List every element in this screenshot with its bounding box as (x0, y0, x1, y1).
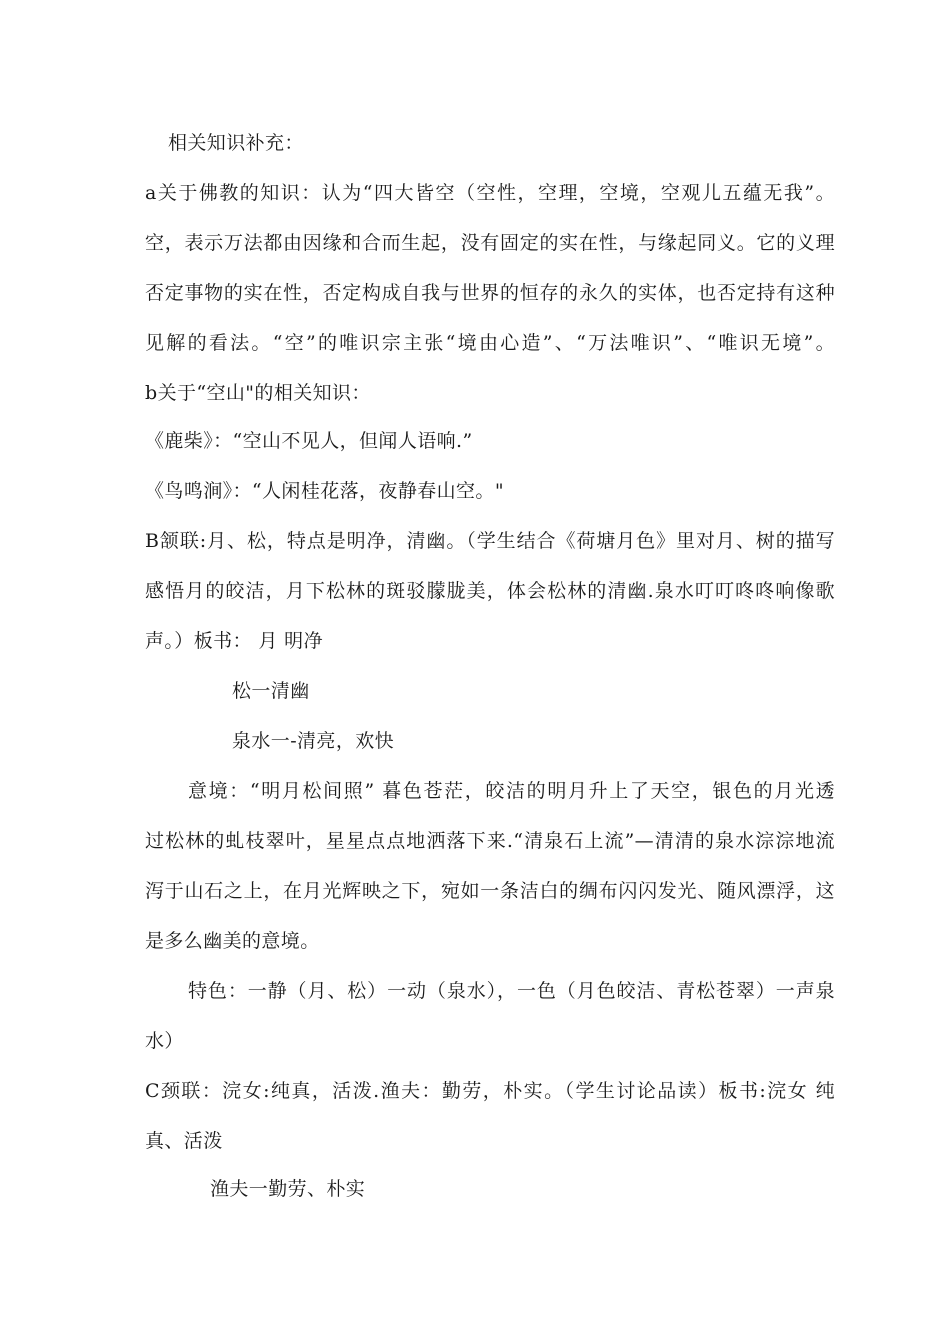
paragraph-line: 过松林的虬枝翠叶，星星点点地洒落下来.“清泉石上流”—清清的泉水淙淙地流 (145, 830, 835, 852)
paragraph-line: 见解的看法。“空”的唯识宗主张“境由心造”、“万法唯识”、“唯识无境”。 (145, 332, 835, 354)
paragraph-line: 是多么幽美的意境。 (145, 930, 320, 952)
paragraph-line: 否定事物的实在性，否定构成自我与世界的恒存的永久的实体，也否定持有这种 (145, 282, 835, 304)
paragraph-line: B颔联:月、松，特点是明净，清幽。（学生结合《荷塘月色》里对月、树的描写 (145, 530, 835, 552)
board-note-line: 泉水一-清亮，欢快 (232, 730, 395, 752)
paragraph-line: 真、活泼 (145, 1130, 223, 1152)
paragraph-line: C颈联：浣女:纯真，活泼.渔夫：勤劳，朴实。（学生讨论品读）板书:浣女 纯 (145, 1080, 835, 1102)
paragraph-line: 空，表示万法都由因缘和合而生起，没有固定的实在性，与缘起同义。它的义理 (145, 232, 835, 254)
board-note-line: 松一清幽 (232, 680, 310, 702)
section-heading: 相关知识补充： (168, 132, 304, 154)
paragraph-line: 泻于山石之上，在月光辉映之下，宛如一条洁白的绸布闪闪发光、随风漂浮，这 (145, 880, 835, 902)
board-note-line: 渔夫一勤劳、朴实 (210, 1178, 366, 1200)
paragraph-line: 特色：一静（月、松）一动（泉水），一色（月色皎洁、青松苍翠）一声泉 (188, 980, 835, 1002)
poem-quote-line: 《鸟鸣涧》：“人闲桂花落，夜静春山空。" (145, 480, 504, 502)
poem-quote-line: 《鹿柴》：“空山不见人，但闻人语响.” (145, 430, 473, 452)
paragraph-line: b关于“空山"的相关知识： (145, 382, 371, 404)
paragraph-line: 声。）板书： 月 明净 (145, 630, 323, 652)
paragraph-line: 感悟月的皎洁，月下松林的斑驳朦胧美，体会松林的清幽.泉水叮叮咚咚响像歌 (145, 580, 835, 602)
paragraph-line: 水） (145, 1030, 184, 1052)
paragraph-line: a关于佛教的知识：认为“四大皆空（空性，空理，空境，空观儿五蕴无我”。 (145, 182, 835, 204)
paragraph-line: 意境：“明月松间照” 暮色苍茫，皎洁的明月升上了天空，银色的月光透 (188, 780, 835, 802)
